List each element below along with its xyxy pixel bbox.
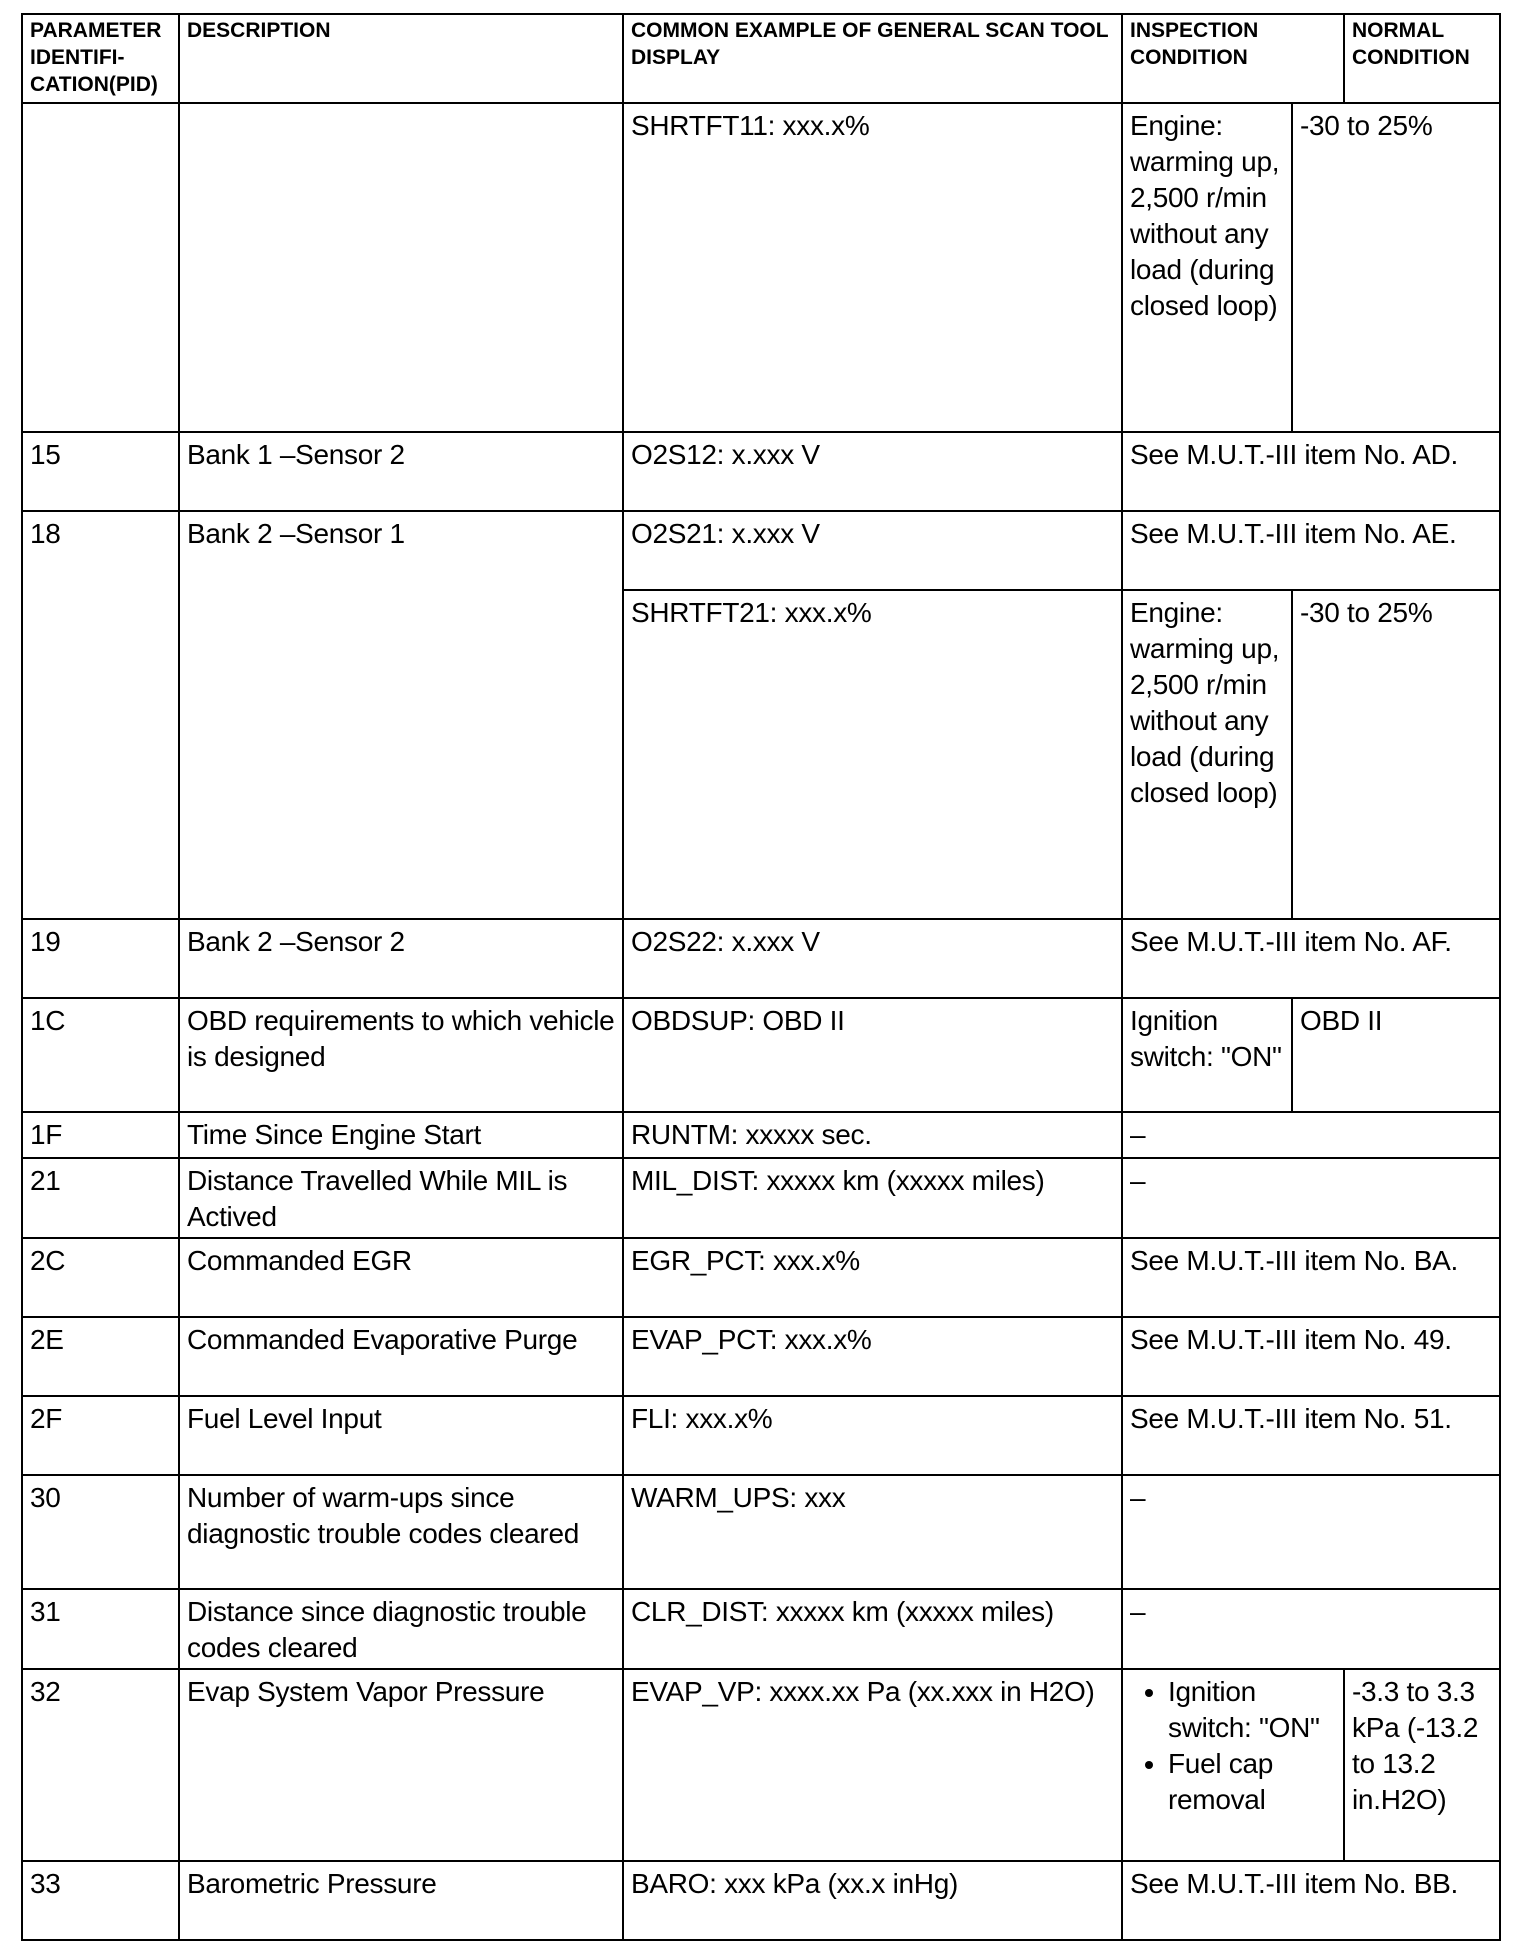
normal-cell: -30 to 25%: [1292, 103, 1500, 432]
condition-cell: See M.U.T.-III item No. 51.: [1122, 1396, 1500, 1475]
table-row: [22, 1861, 1500, 1940]
table-row: [22, 511, 1500, 590]
description-cell: Commanded EGR: [179, 1238, 623, 1317]
pid-cell: 1F: [22, 1112, 179, 1158]
display-cell: EVAP_VP: xxxx.xx Pa (xx.xxx in H2O): [623, 1669, 1122, 1861]
header-normal: NORMAL CONDITION: [1344, 14, 1500, 103]
description-cell: Bank 2 –Sensor 1: [179, 511, 623, 919]
description-cell: Evap System Vapor Pressure: [179, 1669, 623, 1861]
condition-cell: See M.U.T.-III item No. BB.: [1122, 1861, 1500, 1940]
condition-cell: See M.U.T.-III item No. 49.: [1122, 1317, 1500, 1396]
condition-cell: –: [1122, 1589, 1500, 1669]
inspection-list: [1130, 1674, 1336, 1818]
pid-cell: 18: [22, 511, 179, 919]
condition-cell: –: [1122, 1158, 1500, 1238]
pid-cell: 32: [22, 1669, 179, 1861]
header-description: DESCRIPTION: [179, 14, 623, 103]
pid-cell: [22, 103, 179, 432]
display-cell: SHRTFT11: xxx.x%: [623, 103, 1122, 432]
normal-cell: OBD II: [1292, 998, 1500, 1112]
description-cell: Fuel Level Input: [179, 1396, 623, 1475]
table-row: [22, 919, 1500, 998]
display-cell: SHRTFT21: xxx.x%: [623, 590, 1122, 919]
display-cell: MIL_DIST: xxxxx km (xxxxx miles): [623, 1158, 1122, 1238]
inspection-cell: Engine: warming up, 2,500 r/min without any load (during closed loop): [1122, 590, 1292, 919]
header-inspection: INSPECTION CONDITION: [1122, 14, 1344, 103]
display-cell: EVAP_PCT: xxx.x%: [623, 1317, 1122, 1396]
display-cell: WARM_UPS: xxx: [623, 1475, 1122, 1589]
table-row: [22, 1475, 1500, 1589]
condition-cell: –: [1122, 1112, 1500, 1158]
pid-cell: 1C: [22, 998, 179, 1112]
table-row: [22, 432, 1500, 511]
description-cell: Time Since Engine Start: [179, 1112, 623, 1158]
table-row: [22, 1669, 1500, 1861]
table-row: [22, 1158, 1500, 1238]
table-row: [22, 1238, 1500, 1317]
condition-cell: See M.U.T.-III item No. AE.: [1122, 511, 1500, 590]
header-pid: PARAMETER IDENTIFI-CATION(PID): [22, 14, 179, 103]
display-cell: RUNTM: xxxxx sec.: [623, 1112, 1122, 1158]
display-cell: OBDSUP: OBD II: [623, 998, 1122, 1112]
description-cell: Number of warm-ups since diagnostic trouble codes cleared: [179, 1475, 623, 1589]
condition-cell: See M.U.T.-III item No. AF.: [1122, 919, 1500, 998]
table-row: [22, 998, 1500, 1112]
description-cell: Distance Travelled While MIL is Actived: [179, 1158, 623, 1238]
description-cell: Commanded Evaporative Purge: [179, 1317, 623, 1396]
normal-cell: -30 to 25%: [1292, 590, 1500, 919]
header-display: COMMON EXAMPLE OF GENERAL SCAN TOOL DISPLAY: [623, 14, 1122, 103]
description-cell: Bank 1 –Sensor 2: [179, 432, 623, 511]
table-header-row: [22, 14, 1500, 103]
condition-cell: See M.U.T.-III item No. AD.: [1122, 432, 1500, 511]
list-item: • Fuel cap removal: [1168, 1746, 1336, 1818]
table-row: [22, 1317, 1500, 1396]
display-cell: O2S21: x.xxx V: [623, 511, 1122, 590]
display-cell: CLR_DIST: xxxxx km (xxxxx miles): [623, 1589, 1122, 1669]
table-row: [22, 1589, 1500, 1669]
pid-cell: 30: [22, 1475, 179, 1589]
table-row: [22, 1396, 1500, 1475]
description-cell: Distance since diagnostic trouble codes cleared: [179, 1589, 623, 1669]
pid-cell: 19: [22, 919, 179, 998]
pid-cell: 31: [22, 1589, 179, 1669]
table-row: [22, 103, 1500, 432]
inspection-cell: Engine: warming up, 2,500 r/min without any load (during closed loop): [1122, 103, 1292, 432]
condition-cell: –: [1122, 1475, 1500, 1589]
normal-cell: -3.3 to 3.3 kPa (-13.2 to 13.2 in.H2O): [1344, 1669, 1500, 1861]
pid-cell: 33: [22, 1861, 179, 1940]
list-item: • Ignition switch: "ON": [1168, 1674, 1336, 1746]
condition-cell: See M.U.T.-III item No. BA.: [1122, 1238, 1500, 1317]
pid-cell: 15: [22, 432, 179, 511]
description-cell: [179, 103, 623, 432]
description-cell: OBD requirements to which vehicle is designed: [179, 998, 623, 1112]
inspection-cell: [1122, 1669, 1344, 1861]
pid-cell: 2E: [22, 1317, 179, 1396]
pid-parameter-table: [21, 13, 1501, 1941]
inspection-cell: Ignition switch: "ON": [1122, 998, 1292, 1112]
display-cell: O2S22: x.xxx V: [623, 919, 1122, 998]
pid-cell: 2C: [22, 1238, 179, 1317]
display-cell: O2S12: x.xxx V: [623, 432, 1122, 511]
pid-cell: 2F: [22, 1396, 179, 1475]
display-cell: BARO: xxx kPa (xx.x inHg): [623, 1861, 1122, 1940]
description-cell: Bank 2 –Sensor 2: [179, 919, 623, 998]
description-cell: Barometric Pressure: [179, 1861, 623, 1940]
display-cell: EGR_PCT: xxx.x%: [623, 1238, 1122, 1317]
table-row: [22, 1112, 1500, 1158]
display-cell: FLI: xxx.x%: [623, 1396, 1122, 1475]
pid-cell: 21: [22, 1158, 179, 1238]
